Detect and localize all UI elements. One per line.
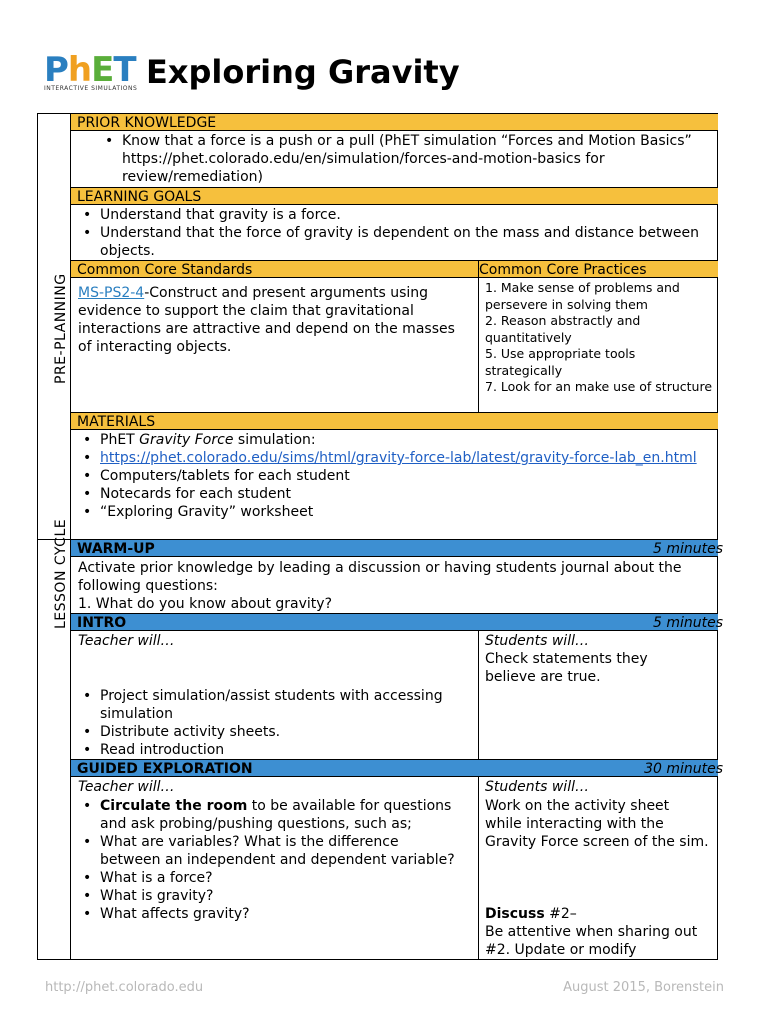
list-item: • Distribute activity sheets. (78, 723, 473, 741)
list-item: 2. Reason abstractly and quantitatively (485, 313, 641, 345)
list-item (78, 449, 708, 467)
guided-teacher-label: Teacher will… (78, 779, 175, 795)
preplanning-label: PRE-PLANNING (53, 273, 69, 384)
standard-code-link[interactable]: MS-PS2-4 (78, 285, 145, 301)
prior-knowledge-heading: PRIOR KNOWLEDGE (71, 113, 718, 131)
list-item: • PhET Gravity Force simulation: (78, 431, 708, 449)
intro-heading: INTRO (77, 615, 127, 631)
list-item: 7. Look for an make use of structure (485, 379, 713, 394)
list-item: • Circulate the room to be available for questions and ask probing/pushing questions, such as; (78, 797, 458, 833)
guided-students-label: Students will… (485, 779, 589, 795)
phet-logo (44, 50, 138, 94)
learning-goals-list (78, 206, 708, 260)
warmup-minutes: 5 minutes (652, 541, 723, 557)
footer-url: http://phet.colorado.edu (45, 980, 204, 995)
guided-heading-bar (71, 759, 723, 777)
list-item: • Computers/tablets for each student (78, 467, 708, 485)
page-title: Exploring Gravity (146, 53, 460, 91)
intro-heading-bar (71, 613, 723, 631)
list-item: • Understand that the force of gravity is dependent on the mass and distance between objects. (78, 224, 708, 260)
practices-heading: Common Core Practices (479, 262, 647, 278)
prior-knowledge-list (78, 132, 708, 186)
phet-logo-subtitle: INTERACTIVE SIMULATIONS (44, 85, 138, 92)
standards-heading: Common Core Standards (77, 262, 253, 278)
list-item: 5. Use appropriate tools strategically (485, 346, 636, 378)
intro-teacher-label: Teacher will… (78, 633, 175, 649)
list-item: • Project simulation/assist students with accessing simulation (78, 687, 473, 723)
learning-goals-heading: LEARNING GOALS (71, 187, 718, 205)
list-item: • Read introduction (78, 741, 473, 759)
intro-students-label: Students will… (485, 633, 589, 649)
column-divider (478, 260, 479, 412)
materials-list (78, 431, 708, 521)
standards-text: MS-PS2-4-Construct and present arguments using evidence to support the claim that gravitational interactions are attractive and depend on the masses of interacting objects. (78, 285, 455, 355)
warmup-heading-bar (71, 539, 723, 557)
column-divider (478, 631, 479, 759)
footer-date: August 2015, Borenstein (563, 980, 724, 995)
column-divider (478, 777, 479, 960)
guided-heading: GUIDED EXPLORATION (77, 761, 253, 777)
practices-list (485, 280, 713, 396)
guided-teacher-list (78, 797, 458, 923)
intro-teacher-list (78, 687, 473, 759)
guided-minutes: 30 minutes (644, 761, 723, 777)
warmup-text: Activate prior knowledge by leading a discussion or having students journal about the following questions: (78, 560, 682, 594)
intro-minutes: 5 minutes (652, 615, 723, 631)
guided-discuss: Discuss #2– (485, 906, 577, 922)
intro-students-text: Check statements they believe are true. (485, 651, 648, 685)
list-item: • What is a force? (78, 869, 458, 887)
sidebar-divider (70, 113, 71, 960)
warmup-question: 1. What do you know about gravity? (78, 596, 333, 612)
list-item: • Notecards for each student (78, 485, 708, 503)
phet-logo-wordmark: PhET (44, 50, 136, 90)
list-item: • “Exploring Gravity” worksheet (78, 503, 708, 521)
warmup-heading: WARM-UP (77, 541, 155, 557)
list-item: • What are variables? What is the difference between an independent and dependent variable? (78, 833, 458, 869)
materials-heading: MATERIALS (71, 412, 718, 430)
lesson-cycle-label: LESSON CYCLE (53, 518, 69, 629)
list-item: • What affects gravity? (78, 905, 458, 923)
list-item: • Know that a force is a push or a pull (PhET simulation “Forces and Motion Basics” https://phet.colorado.edu/en/simulation/forces-and-motion-basics for review/remediation) (100, 132, 708, 186)
standards-heading-bar (71, 260, 718, 278)
guided-discuss-text: Be attentive when sharing out #2. Update or modify (485, 924, 698, 958)
list-item: 1. Make sense of problems and persevere in solving them (485, 280, 680, 312)
list-item: • What is gravity? (78, 887, 458, 905)
list-item: • Understand that gravity is a force. (78, 206, 708, 224)
standard-description: Construct and present arguments using evidence to support the claim that gravitational interactions are attractive and depend on the masses of interacting objects. (78, 285, 455, 355)
guided-students-text: Work on the activity sheet while interacting with the Gravity Force screen of the sim. (485, 798, 709, 850)
simulation-link[interactable]: https://phet.colorado.edu/sims/html/gravity-force-lab/latest/gravity-force-lab_en.html (100, 450, 697, 466)
